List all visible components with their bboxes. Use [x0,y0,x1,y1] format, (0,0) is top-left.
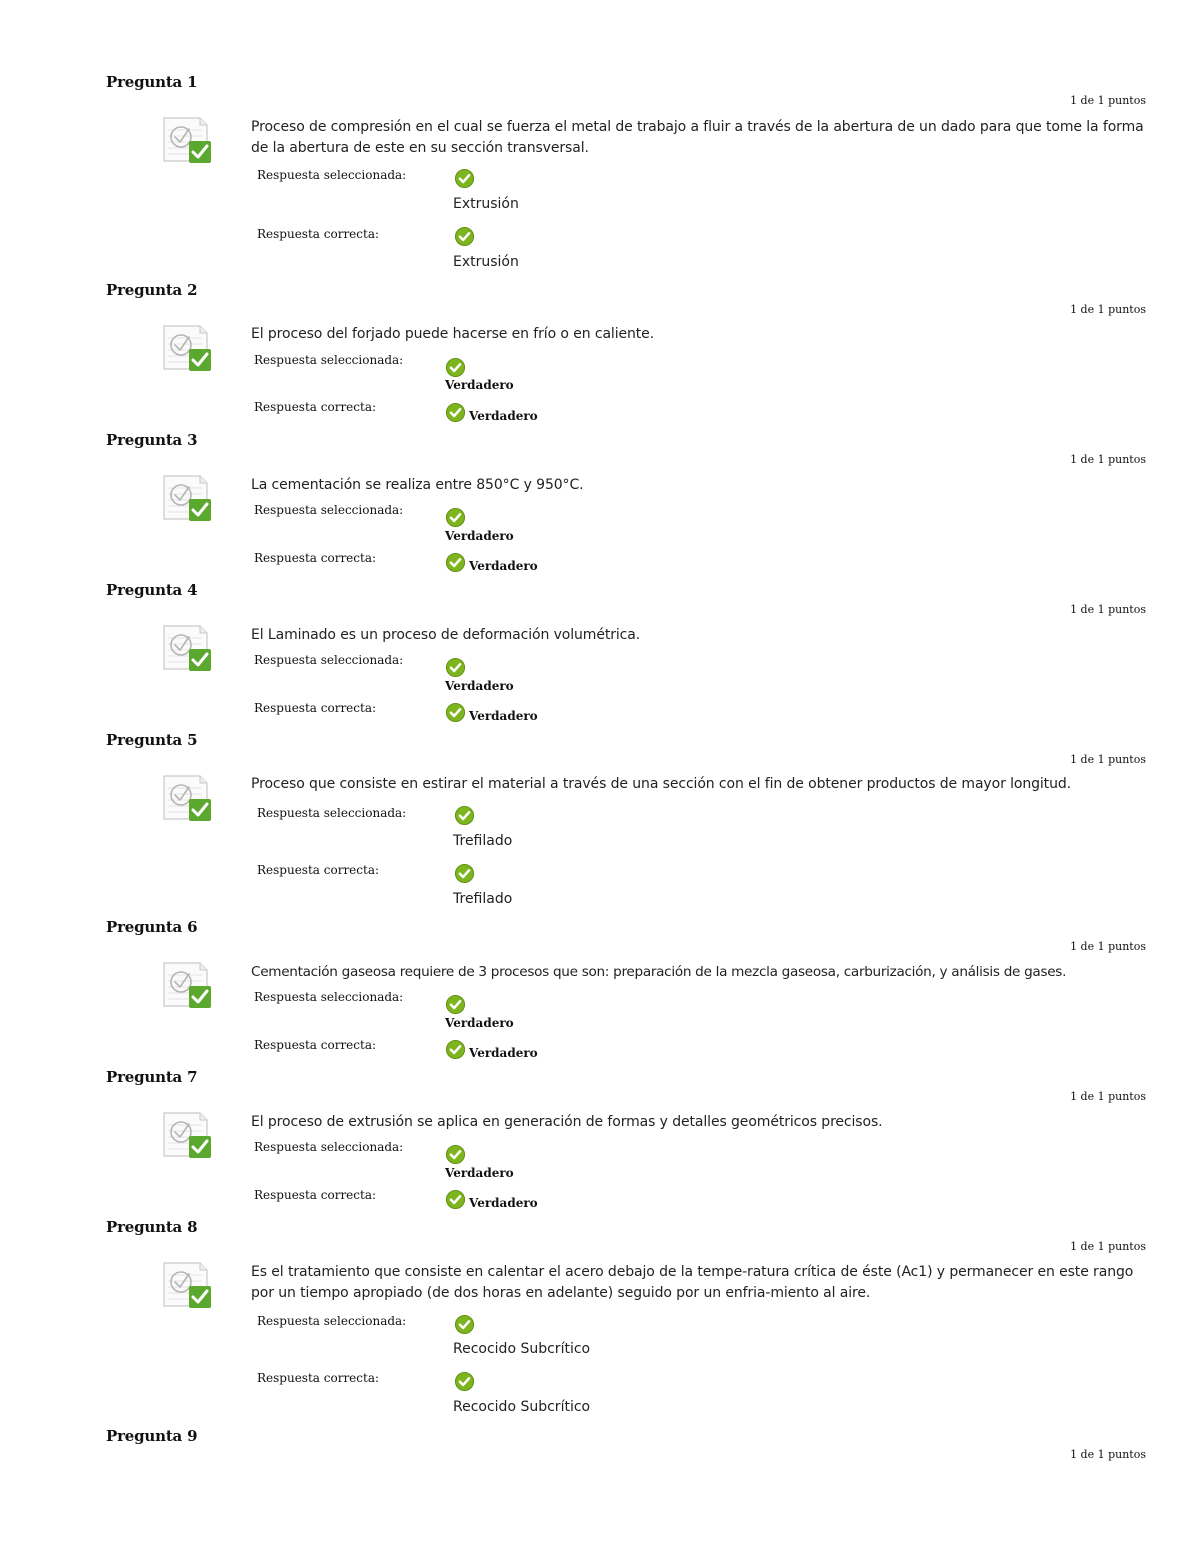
correct-answer-label: Respuesta correcta: [254,551,377,565]
correct-answer-label: Respuesta correcta: [254,701,377,715]
question-points: 1 de 1 puntos [1070,303,1146,316]
correct-document-icon [162,323,212,373]
check-icon [445,1189,466,1210]
correct-document-icon [162,473,212,523]
question-points: 1 de 1 puntos [1070,603,1146,616]
correct-document-icon [162,1110,212,1160]
correct-answer-value: Verdadero [469,709,538,723]
question-text: El proceso de extrusión se aplica en generación de formas y detalles geométricos precisos. [251,1114,883,1130]
selected-answer-label: Respuesta seleccionada: [254,990,404,1004]
check-icon [445,357,466,378]
check-icon [454,805,475,826]
check-icon [445,1144,466,1165]
correct-answer-label: Respuesta correcta: [257,227,380,241]
selected-answer-value: Verdadero [445,679,514,693]
check-icon [454,168,475,189]
check-icon [445,994,466,1015]
selected-answer-label: Respuesta seleccionada: [257,1314,407,1328]
check-icon [445,702,466,723]
selected-answer-value: Verdadero [445,529,514,543]
correct-answer-label: Respuesta correcta: [257,1371,380,1385]
correct-answer-value: Trefilado [453,891,513,907]
question-text: Cementación gaseosa requiere de 3 procesos que son: preparación de la mezcla gaseosa, carburización, y análisis de gases. [251,964,1067,980]
check-icon [445,402,466,423]
question-points: 1 de 1 puntos [1070,453,1146,466]
question-points: 1 de 1 puntos [1070,1090,1146,1103]
question-title: Pregunta 4 [106,581,198,599]
correct-answer-label: Respuesta correcta: [257,863,380,877]
correct-document-icon [162,115,212,165]
question-text: La cementación se realiza entre 850°C y 950°C. [251,477,584,493]
check-icon [445,507,466,528]
correct-answer-value: Verdadero [469,409,538,423]
selected-answer-value: Verdadero [445,1166,514,1180]
check-icon [445,552,466,573]
check-icon [445,1039,466,1060]
question-title: Pregunta 9 [106,1427,198,1445]
selected-answer-label: Respuesta seleccionada: [254,653,404,667]
selected-answer-value: Verdadero [445,378,514,392]
question-title: Pregunta 5 [106,731,198,749]
selected-answer-label: Respuesta seleccionada: [254,503,404,517]
question-title: Pregunta 1 [106,73,198,91]
question-points: 1 de 1 puntos [1070,1240,1146,1253]
selected-answer-value: Recocido Subcrítico [453,1341,591,1357]
question-text: El Laminado es un proceso de deformación volumétrica. [251,627,641,643]
selected-answer-label: Respuesta seleccionada: [254,353,404,367]
question-title: Pregunta 2 [106,281,198,299]
check-icon [454,226,475,247]
question-title: Pregunta 6 [106,918,198,936]
question-title: Pregunta 8 [106,1218,198,1236]
correct-document-icon [162,960,212,1010]
question-points: 1 de 1 puntos [1070,94,1146,107]
check-icon [454,863,475,884]
correct-answer-value: Recocido Subcrítico [453,1399,591,1415]
check-icon [454,1371,475,1392]
correct-document-icon [162,773,212,823]
selected-answer-value: Verdadero [445,1016,514,1030]
selected-answer-value: Trefilado [453,833,513,849]
correct-answer-value: Extrusión [453,254,519,270]
question-title: Pregunta 3 [106,431,198,449]
question-text: Es el tratamiento que consiste en calentar el acero debajo de la tempe-ratura crítica de éste (Ac1) y permanecer en este rango por un tiempo apropiado (de dos horas en adelante) seguido por un enfria-miento al aire. [251,1264,1134,1301]
check-icon [454,1314,475,1335]
selected-answer-label: Respuesta seleccionada: [257,806,407,820]
question-text: El proceso del forjado puede hacerse en frío o en caliente. [251,326,655,342]
correct-answer-value: Verdadero [469,559,538,573]
correct-answer-value: Verdadero [469,1046,538,1060]
correct-document-icon [162,1260,212,1310]
correct-answer-label: Respuesta correcta: [254,400,377,414]
question-points: 1 de 1 puntos [1070,940,1146,953]
selected-answer-label: Respuesta seleccionada: [257,168,407,182]
question-title: Pregunta 7 [106,1068,198,1086]
check-icon [445,657,466,678]
question-text: Proceso de compresión en el cual se fuerza el metal de trabajo a fluir a través de la abertura de un dado para que tome la forma de la abertura de este en su sección transversal. [251,119,1144,156]
selected-answer-label: Respuesta seleccionada: [254,1140,404,1154]
question-points: 1 de 1 puntos [1070,753,1146,766]
correct-document-icon [162,623,212,673]
selected-answer-value: Extrusión [453,196,519,212]
question-points: 1 de 1 puntos [1070,1448,1146,1461]
correct-answer-value: Verdadero [469,1196,538,1210]
correct-answer-label: Respuesta correcta: [254,1038,377,1052]
correct-answer-label: Respuesta correcta: [254,1188,377,1202]
question-text: Proceso que consiste en estirar el material a través de una sección con el fin de obtener productos de mayor longitud. [251,776,1071,792]
